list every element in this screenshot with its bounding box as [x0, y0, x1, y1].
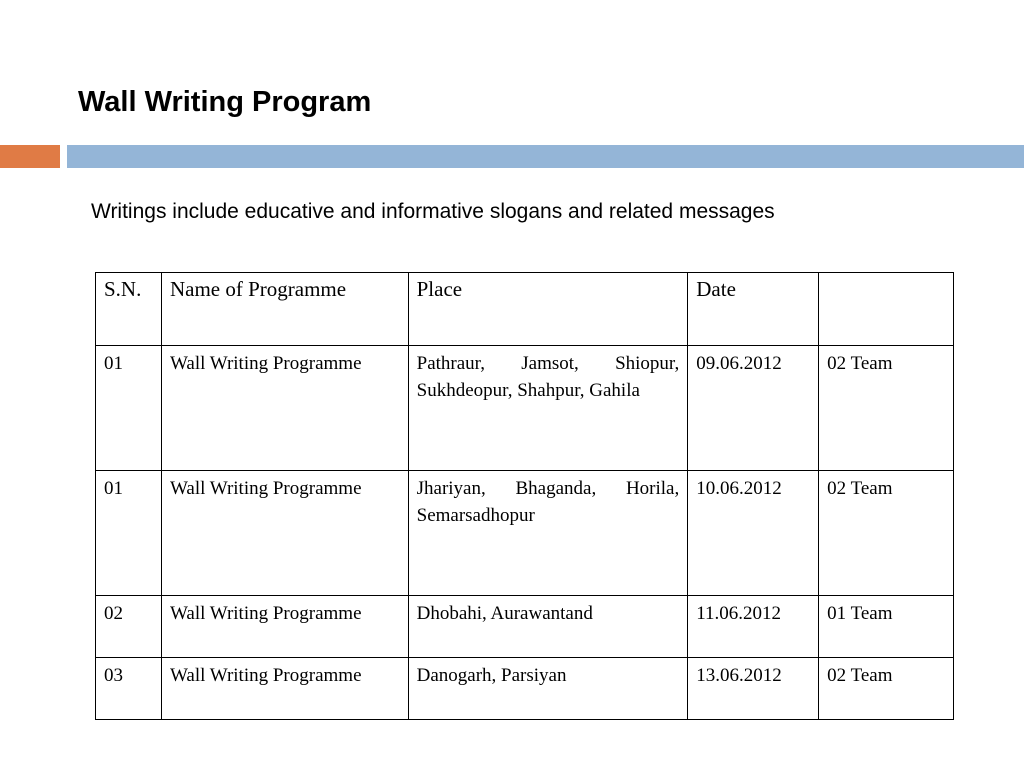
- cell-team: 01 Team: [819, 596, 954, 658]
- cell-sn: 03: [96, 658, 162, 720]
- program-table: [95, 272, 954, 720]
- cell-place: Dhobahi, Aurawantand: [408, 596, 688, 658]
- slide-subtitle: Writings include educative and informative slogans and related messages: [91, 200, 775, 223]
- table-row: [96, 658, 954, 720]
- cell-team: 02 Team: [819, 658, 954, 720]
- accent-bar-blue: [67, 145, 1024, 168]
- table-row: [96, 346, 954, 471]
- cell-place: Jhariyan, Bhaganda, Horila, Semarsadhopur: [408, 471, 688, 596]
- header-name: Name of Programme: [161, 273, 408, 346]
- table-header-row: [96, 273, 954, 346]
- cell-sn: 01: [96, 346, 162, 471]
- table-row: [96, 471, 954, 596]
- cell-team: 02 Team: [819, 471, 954, 596]
- cell-date: 09.06.2012: [688, 346, 819, 471]
- cell-date: 10.06.2012: [688, 471, 819, 596]
- accent-bar-orange: [0, 145, 60, 168]
- table-row: [96, 596, 954, 658]
- cell-sn: 02: [96, 596, 162, 658]
- slide-title: Wall Writing Program: [78, 86, 372, 118]
- cell-sn: 01: [96, 471, 162, 596]
- header-date: Date: [688, 273, 819, 346]
- header-place: Place: [408, 273, 688, 346]
- cell-name: Wall Writing Programme: [161, 471, 408, 596]
- cell-date: 11.06.2012: [688, 596, 819, 658]
- cell-team: 02 Team: [819, 346, 954, 471]
- cell-name: Wall Writing Programme: [161, 658, 408, 720]
- cell-date: 13.06.2012: [688, 658, 819, 720]
- cell-place: Danogarh, Parsiyan: [408, 658, 688, 720]
- header-team: [819, 273, 954, 346]
- header-sn: S.N.: [96, 273, 162, 346]
- cell-name: Wall Writing Programme: [161, 346, 408, 471]
- cell-place: Pathraur, Jamsot, Shiopur, Sukhdeopur, Shahpur, Gahila: [408, 346, 688, 471]
- cell-name: Wall Writing Programme: [161, 596, 408, 658]
